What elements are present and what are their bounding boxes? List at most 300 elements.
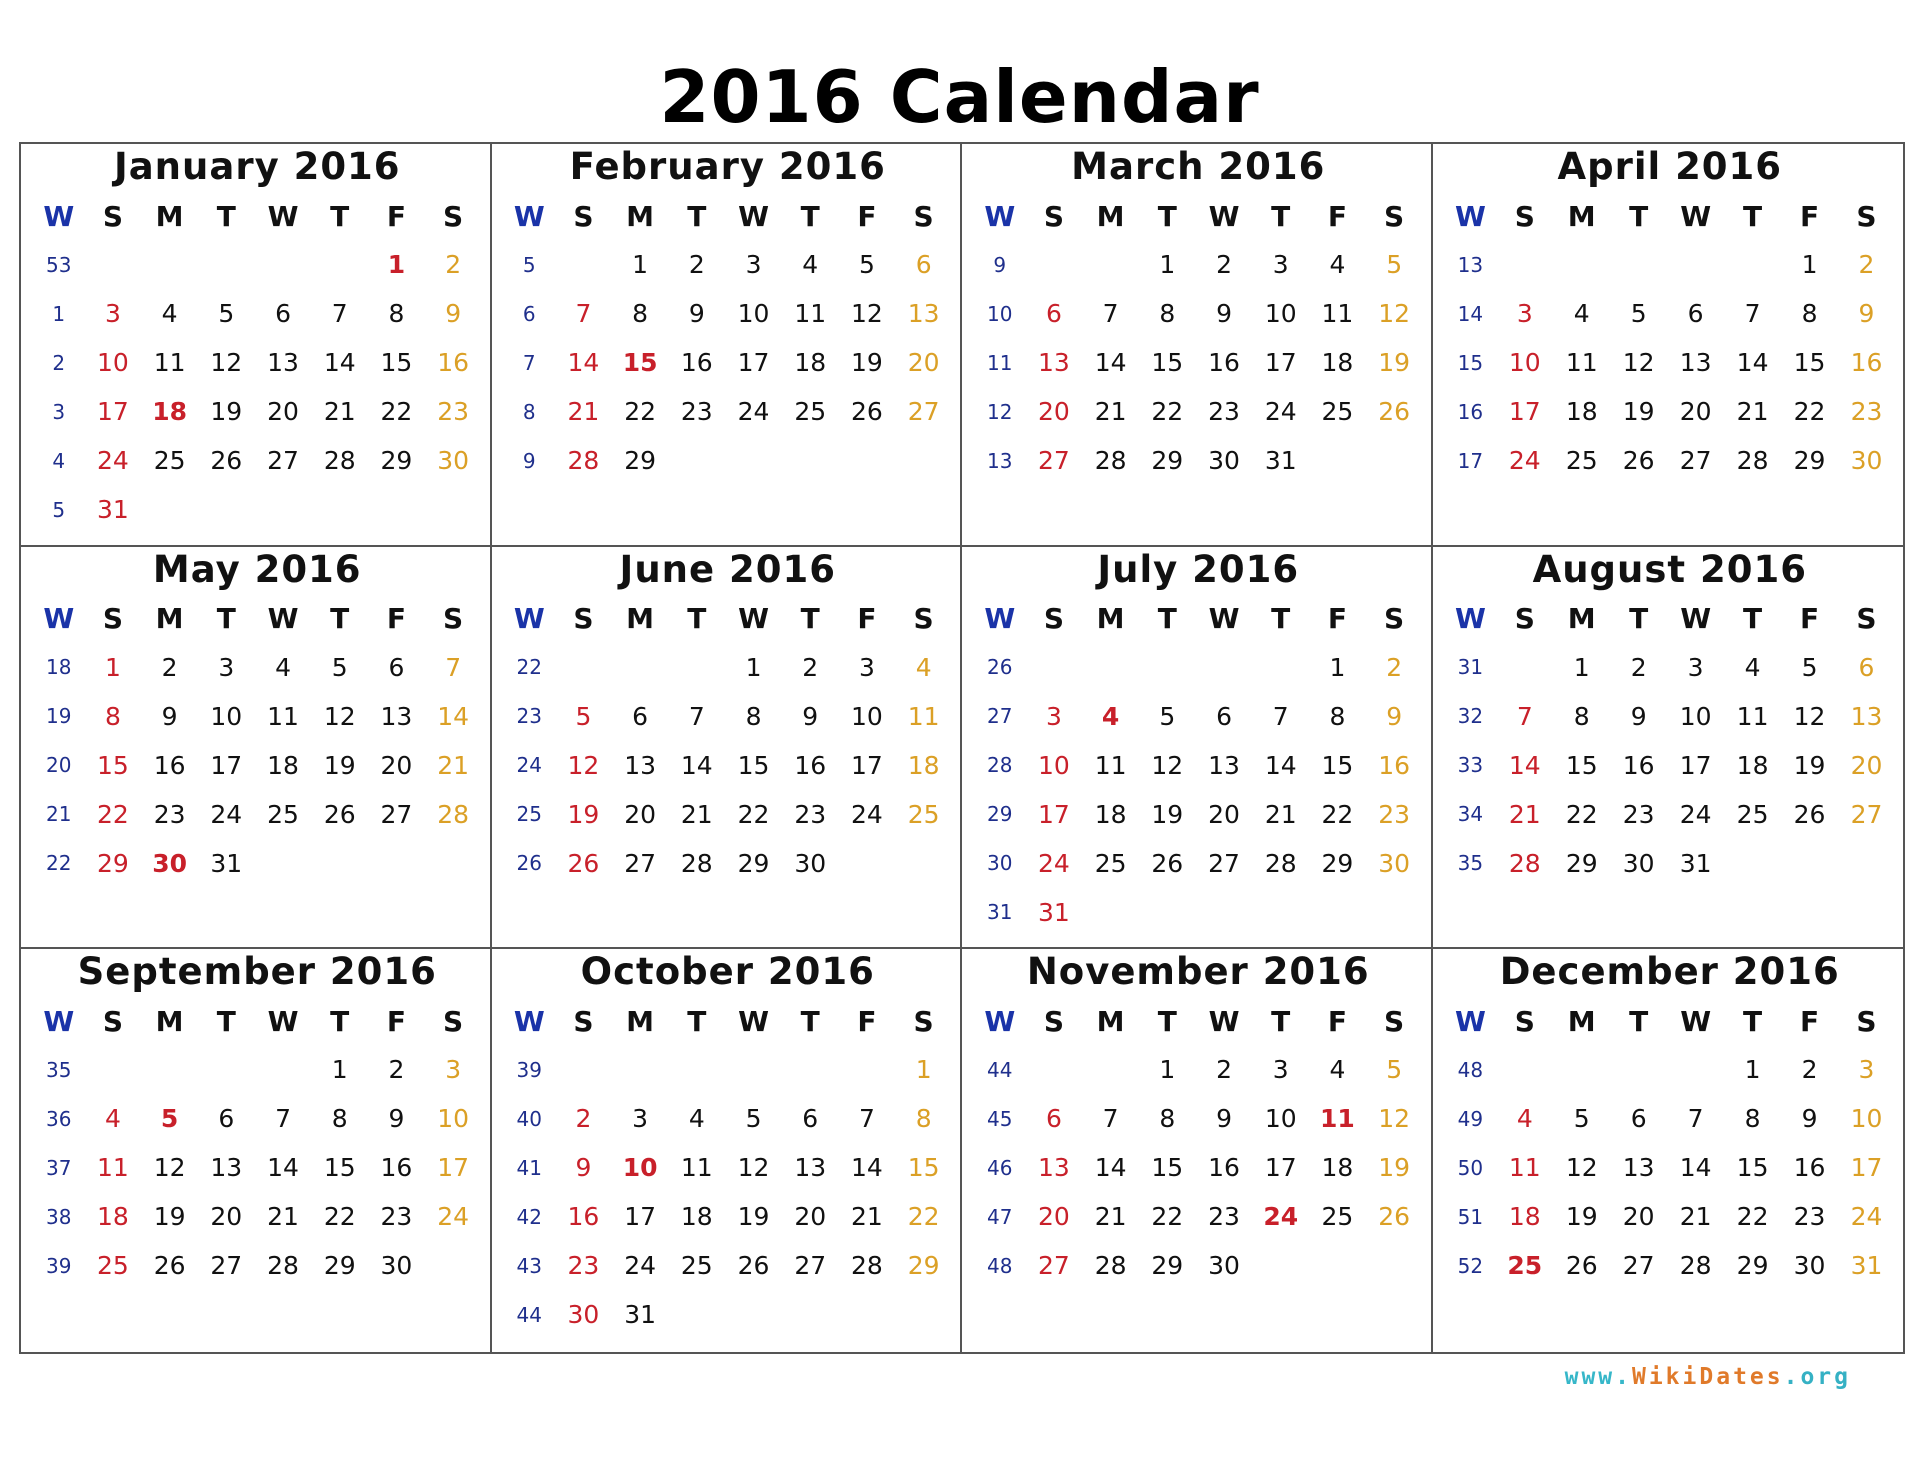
day-cell: 5 bbox=[1573, 1104, 1590, 1134]
day-cell: 23 bbox=[1378, 799, 1411, 829]
week-number: 49 bbox=[1457, 1106, 1484, 1131]
weekday-header: W bbox=[267, 602, 299, 636]
week-column-header: W bbox=[984, 602, 1016, 636]
day-cell: 16 bbox=[153, 750, 186, 780]
day-cell: 14 bbox=[267, 1153, 299, 1183]
day-cell: 21 bbox=[1508, 799, 1541, 829]
day-cell: 12 bbox=[737, 1153, 770, 1183]
week-number: 13 bbox=[1457, 252, 1484, 277]
day-cell: 20 bbox=[267, 397, 299, 426]
day-cell bbox=[1553, 240, 1610, 289]
day-cell: 3 bbox=[745, 250, 762, 279]
weekday-header: S bbox=[443, 199, 464, 233]
day-cell: 6 bbox=[388, 652, 405, 682]
day-cell: 4 bbox=[275, 652, 291, 682]
day-cell: 22 bbox=[323, 1202, 356, 1232]
day-cell: 13 bbox=[1850, 701, 1883, 731]
weekday-header: S bbox=[913, 602, 934, 636]
weekday-header: W bbox=[738, 602, 769, 636]
weekday-header: M bbox=[155, 1004, 184, 1038]
day-cell: 20 bbox=[794, 1202, 827, 1232]
day-cell bbox=[311, 485, 368, 534]
month-title: October 2016 bbox=[580, 950, 875, 994]
weekday-header: T bbox=[1629, 602, 1649, 636]
day-cell bbox=[368, 485, 425, 534]
day-cell: 13 bbox=[1038, 1153, 1070, 1183]
day-cell: 18 bbox=[907, 750, 940, 780]
day-cell: 23 bbox=[1208, 1202, 1240, 1232]
day-cell: 8 bbox=[388, 299, 405, 328]
day-cell: 30 bbox=[152, 848, 188, 878]
day-cell: 15 bbox=[1793, 348, 1826, 377]
day-cell: 1 bbox=[1801, 250, 1818, 279]
day-cell: 21 bbox=[323, 397, 356, 426]
weekday-header-row bbox=[974, 997, 1423, 1045]
week-row bbox=[33, 692, 482, 741]
day-cell: 14 bbox=[1094, 1153, 1127, 1183]
weekday-header: T bbox=[1271, 1004, 1291, 1038]
week-row bbox=[974, 436, 1423, 485]
day-cell: 13 bbox=[624, 750, 657, 780]
day-cell: 7 bbox=[688, 701, 705, 731]
day-cell bbox=[1309, 888, 1366, 937]
weekday-header-row bbox=[974, 192, 1423, 240]
week-number: 43 bbox=[516, 1253, 542, 1278]
weekday-header: S bbox=[443, 602, 464, 636]
weekday-header: F bbox=[386, 602, 406, 636]
day-cell bbox=[1082, 643, 1139, 692]
day-cell: 6 bbox=[632, 701, 649, 731]
day-cell: 9 bbox=[1216, 299, 1232, 328]
day-cell: 10 bbox=[1264, 1104, 1297, 1134]
week-number: 27 bbox=[987, 704, 1013, 729]
day-cell: 7 bbox=[1516, 701, 1533, 731]
day-cell: 2 bbox=[445, 250, 462, 279]
day-cell: 23 bbox=[153, 799, 186, 829]
day-cell: 1 bbox=[387, 250, 406, 279]
week-row bbox=[1445, 1143, 1896, 1192]
day-cell: 7 bbox=[575, 299, 592, 328]
day-cell: 3 bbox=[1272, 1055, 1289, 1085]
day-cell: 28 bbox=[1508, 848, 1541, 878]
day-cell: 21 bbox=[1264, 799, 1297, 829]
day-cell: 5 bbox=[858, 250, 875, 279]
weekday-header: M bbox=[626, 1004, 655, 1038]
day-cell bbox=[141, 485, 198, 534]
day-cell: 8 bbox=[331, 1104, 348, 1134]
day-cell: 27 bbox=[267, 446, 299, 475]
day-cell: 5 bbox=[331, 652, 348, 682]
day-cell: 27 bbox=[907, 397, 940, 426]
day-cell: 20 bbox=[1850, 750, 1883, 780]
week-number: 33 bbox=[1457, 753, 1484, 778]
day-cell: 30 bbox=[1850, 446, 1883, 475]
day-cell: 26 bbox=[210, 446, 243, 475]
day-cell: 18 bbox=[1508, 1202, 1541, 1232]
day-cell: 20 bbox=[1038, 1202, 1070, 1232]
day-cell: 15 bbox=[907, 1153, 940, 1183]
day-cell: 4 bbox=[161, 299, 178, 328]
day-cell: 13 bbox=[210, 1153, 243, 1183]
day-cell: 15 bbox=[97, 750, 129, 780]
day-cell: 19 bbox=[1622, 397, 1655, 426]
weekday-header: S bbox=[1043, 602, 1064, 636]
day-cell: 3 bbox=[632, 1104, 649, 1134]
day-cell: 9 bbox=[161, 701, 178, 731]
day-cell: 17 bbox=[1038, 799, 1070, 829]
week-number: 31 bbox=[987, 900, 1013, 925]
month-panel bbox=[962, 144, 1433, 547]
week-row bbox=[33, 741, 482, 790]
weekday-header-row bbox=[1445, 997, 1896, 1045]
weekday-header: T bbox=[1157, 602, 1177, 636]
day-cell: 16 bbox=[567, 1202, 600, 1232]
month-title: March 2016 bbox=[1071, 145, 1326, 188]
day-cell: 11 bbox=[1321, 299, 1354, 328]
day-cell: 29 bbox=[1151, 446, 1184, 475]
month-panel bbox=[962, 547, 1433, 950]
weekday-header-row bbox=[504, 192, 953, 240]
weekday-header: W bbox=[1680, 199, 1712, 233]
day-cell: 17 bbox=[1508, 397, 1541, 426]
day-cell: 10 bbox=[1038, 750, 1070, 780]
day-cell: 28 bbox=[267, 1251, 299, 1281]
day-cell: 15 bbox=[1151, 1153, 1184, 1183]
day-cell: 11 bbox=[1565, 348, 1598, 377]
week-row bbox=[1445, 741, 1896, 790]
day-cell: 22 bbox=[380, 397, 413, 426]
week-row bbox=[1445, 436, 1896, 485]
day-cell: 22 bbox=[907, 1202, 940, 1232]
day-cell: 19 bbox=[1378, 1153, 1411, 1183]
day-cell: 26 bbox=[153, 1251, 186, 1281]
weekday-header: S bbox=[573, 602, 594, 636]
month-title: November 2016 bbox=[1026, 950, 1370, 994]
day-cell: 12 bbox=[1622, 348, 1655, 377]
day-cell bbox=[1496, 1045, 1553, 1094]
day-cell: 23 bbox=[1622, 799, 1655, 829]
day-cell: 24 bbox=[1263, 1202, 1299, 1232]
day-cell: 12 bbox=[1378, 299, 1411, 328]
day-cell: 18 bbox=[97, 1202, 129, 1232]
day-cell: 19 bbox=[1378, 348, 1411, 377]
day-cell: 18 bbox=[794, 348, 827, 377]
day-cell bbox=[668, 436, 725, 485]
week-row bbox=[33, 1192, 482, 1241]
week-row bbox=[504, 790, 953, 839]
week-column-header: W bbox=[513, 602, 545, 636]
week-number: 22 bbox=[46, 851, 72, 876]
day-cell bbox=[782, 1045, 839, 1094]
weekday-header: T bbox=[216, 1004, 236, 1038]
day-cell: 29 bbox=[737, 848, 770, 878]
week-row bbox=[504, 1143, 953, 1192]
day-cell: 17 bbox=[737, 348, 770, 377]
month-title: May 2016 bbox=[152, 547, 362, 591]
day-cell: 22 bbox=[1321, 799, 1354, 829]
week-row bbox=[974, 1192, 1423, 1241]
week-row bbox=[504, 338, 953, 387]
day-cell bbox=[1781, 839, 1838, 888]
day-cell: 21 bbox=[267, 1202, 299, 1232]
day-cell: 29 bbox=[1565, 848, 1598, 878]
week-row bbox=[33, 1094, 482, 1143]
day-cell: 10 bbox=[1850, 1104, 1883, 1134]
week-row bbox=[974, 643, 1423, 692]
week-row bbox=[33, 387, 482, 436]
day-cell bbox=[368, 839, 425, 888]
day-cell: 11 bbox=[794, 299, 827, 328]
day-cell: 15 bbox=[323, 1153, 356, 1183]
day-cell: 28 bbox=[1094, 1251, 1127, 1281]
day-cell: 11 bbox=[1736, 701, 1769, 731]
day-cell: 19 bbox=[153, 1202, 186, 1232]
day-cell: 26 bbox=[1565, 1251, 1598, 1281]
week-column-header: W bbox=[1454, 199, 1486, 233]
week-number: 31 bbox=[1457, 655, 1484, 680]
day-cell: 24 bbox=[624, 1251, 657, 1281]
day-cell: 24 bbox=[97, 446, 129, 475]
day-cell: 3 bbox=[104, 299, 121, 328]
week-number: 4 bbox=[52, 448, 66, 473]
day-cell: 18 bbox=[267, 750, 299, 780]
day-cell: 9 bbox=[1216, 1104, 1232, 1134]
day-cell bbox=[1309, 436, 1366, 485]
weekday-header: T bbox=[800, 199, 820, 233]
day-cell: 22 bbox=[1151, 397, 1184, 426]
week-number: 7 bbox=[522, 350, 536, 375]
day-cell: 20 bbox=[1208, 799, 1240, 829]
month-title: August 2016 bbox=[1532, 547, 1807, 591]
day-cell: 3 bbox=[1858, 1055, 1875, 1085]
day-cell: 12 bbox=[153, 1153, 186, 1183]
day-cell: 24 bbox=[1038, 848, 1070, 878]
week-column-header: W bbox=[984, 1004, 1016, 1038]
week-row bbox=[1445, 1241, 1896, 1290]
day-cell: 5 bbox=[1386, 250, 1403, 279]
week-row bbox=[33, 1241, 482, 1290]
day-cell: 7 bbox=[331, 299, 348, 328]
day-cell bbox=[141, 240, 198, 289]
day-cell: 8 bbox=[915, 1104, 932, 1134]
week-number: 32 bbox=[1457, 704, 1484, 729]
day-cell: 7 bbox=[1687, 1104, 1704, 1134]
day-cell bbox=[668, 1045, 725, 1094]
day-cell bbox=[839, 839, 896, 888]
day-cell bbox=[1366, 888, 1423, 937]
weekday-header: S bbox=[913, 1004, 934, 1038]
week-number: 8 bbox=[522, 399, 536, 424]
day-cell: 9 bbox=[688, 299, 705, 328]
week-row bbox=[1445, 1192, 1896, 1241]
day-cell bbox=[255, 1045, 312, 1094]
day-cell bbox=[1553, 1045, 1610, 1094]
day-cell bbox=[555, 240, 612, 289]
day-cell: 16 bbox=[380, 1153, 413, 1183]
day-cell: 2 bbox=[688, 250, 705, 279]
week-row bbox=[974, 1241, 1423, 1290]
day-cell: 17 bbox=[210, 750, 243, 780]
day-cell: 11 bbox=[1508, 1153, 1541, 1183]
weekday-header: W bbox=[738, 1004, 769, 1038]
day-cell: 19 bbox=[323, 750, 356, 780]
day-cell: 30 bbox=[567, 1300, 600, 1330]
day-cell: 2 bbox=[1858, 250, 1875, 279]
day-cell: 28 bbox=[851, 1251, 883, 1281]
week-number: 26 bbox=[987, 655, 1013, 680]
week-row bbox=[1445, 387, 1896, 436]
day-cell: 14 bbox=[1264, 750, 1297, 780]
day-cell: 19 bbox=[567, 799, 600, 829]
weekday-header: T bbox=[1271, 602, 1291, 636]
day-cell: 8 bbox=[1744, 1104, 1761, 1134]
weekday-header: W bbox=[1208, 602, 1240, 636]
day-cell: 12 bbox=[1565, 1153, 1598, 1183]
weekday-header: F bbox=[386, 199, 406, 233]
day-cell bbox=[198, 1045, 255, 1094]
weekday-header: F bbox=[1799, 199, 1820, 233]
week-number: 14 bbox=[1457, 301, 1484, 326]
weekday-header: S bbox=[102, 602, 123, 636]
day-cell: 29 bbox=[1151, 1251, 1184, 1281]
weekday-header: S bbox=[573, 199, 594, 233]
weekday-header: M bbox=[626, 199, 655, 233]
week-row bbox=[974, 888, 1423, 937]
day-cell: 6 bbox=[1858, 652, 1875, 682]
weekday-header-row bbox=[504, 595, 953, 643]
day-cell: 9 bbox=[802, 701, 819, 731]
month-panel bbox=[962, 949, 1433, 1352]
day-cell: 12 bbox=[1378, 1104, 1411, 1134]
day-cell: 31 bbox=[1679, 848, 1712, 878]
week-column-header: W bbox=[43, 1004, 75, 1038]
day-cell: 6 bbox=[1216, 701, 1232, 731]
day-cell: 19 bbox=[851, 348, 883, 377]
weekday-header: T bbox=[216, 199, 236, 233]
weekday-header: W bbox=[1208, 1004, 1240, 1038]
week-row bbox=[504, 1192, 953, 1241]
footer-brand: WikiDates bbox=[1631, 1364, 1784, 1390]
day-cell bbox=[1026, 643, 1083, 692]
day-cell: 17 bbox=[1679, 750, 1712, 780]
week-row bbox=[504, 436, 953, 485]
day-cell: 4 bbox=[1744, 652, 1761, 682]
day-cell: 30 bbox=[1793, 1251, 1826, 1281]
day-cell: 15 bbox=[737, 750, 770, 780]
day-cell bbox=[85, 1045, 142, 1094]
day-cell: 31 bbox=[1850, 1251, 1883, 1281]
day-cell: 24 bbox=[210, 799, 243, 829]
day-cell: 13 bbox=[267, 348, 299, 377]
day-cell: 27 bbox=[1679, 446, 1712, 475]
weekday-header: F bbox=[386, 1004, 406, 1038]
month-panel bbox=[492, 949, 963, 1352]
day-cell: 25 bbox=[97, 1251, 129, 1281]
day-cell: 5 bbox=[1386, 1055, 1403, 1085]
day-cell: 9 bbox=[1858, 299, 1875, 328]
footer-url[interactable] bbox=[1565, 1364, 1851, 1390]
day-cell: 4 bbox=[1101, 701, 1120, 731]
day-cell bbox=[425, 1241, 482, 1290]
day-cell: 15 bbox=[1321, 750, 1354, 780]
day-cell: 5 bbox=[160, 1104, 179, 1134]
month-panel bbox=[492, 547, 963, 950]
page-title: 2016 Calendar bbox=[659, 55, 1260, 139]
day-cell: 12 bbox=[1793, 701, 1826, 731]
day-cell bbox=[311, 839, 368, 888]
week-row bbox=[1445, 338, 1896, 387]
weekday-header: W bbox=[267, 199, 299, 233]
week-number: 42 bbox=[516, 1204, 542, 1229]
day-cell bbox=[1610, 240, 1667, 289]
day-cell: 4 bbox=[1329, 1055, 1346, 1085]
week-column-header: W bbox=[513, 199, 545, 233]
week-number: 10 bbox=[987, 301, 1013, 326]
month-title: September 2016 bbox=[77, 950, 437, 994]
day-cell bbox=[198, 240, 255, 289]
week-number: 3 bbox=[52, 399, 66, 424]
day-cell: 29 bbox=[907, 1251, 940, 1281]
week-row bbox=[974, 790, 1423, 839]
week-number: 50 bbox=[1457, 1155, 1484, 1180]
day-cell: 31 bbox=[210, 848, 243, 878]
day-cell: 8 bbox=[1159, 1104, 1176, 1134]
day-cell: 6 bbox=[915, 250, 932, 279]
day-cell: 21 bbox=[567, 397, 600, 426]
day-cell: 23 bbox=[567, 1251, 600, 1281]
day-cell: 11 bbox=[907, 701, 940, 731]
weekday-header: T bbox=[1629, 199, 1649, 233]
day-cell: 18 bbox=[1321, 348, 1354, 377]
day-cell: 27 bbox=[1622, 1251, 1655, 1281]
week-number: 35 bbox=[46, 1057, 72, 1082]
weekday-header: W bbox=[1680, 602, 1712, 636]
week-row bbox=[504, 741, 953, 790]
day-cell: 6 bbox=[218, 1104, 235, 1134]
week-row bbox=[33, 289, 482, 338]
week-number: 17 bbox=[1457, 448, 1484, 473]
day-cell: 10 bbox=[1679, 701, 1712, 731]
week-number: 48 bbox=[987, 1253, 1013, 1278]
day-cell: 10 bbox=[1264, 299, 1297, 328]
day-cell: 26 bbox=[737, 1251, 770, 1281]
week-number: 36 bbox=[46, 1106, 72, 1131]
day-cell: 7 bbox=[445, 652, 462, 682]
day-cell: 16 bbox=[680, 348, 713, 377]
day-cell bbox=[1196, 643, 1253, 692]
day-cell: 25 bbox=[1321, 397, 1354, 426]
week-number: 22 bbox=[516, 655, 542, 680]
day-cell: 19 bbox=[1151, 799, 1184, 829]
day-cell bbox=[1667, 1045, 1724, 1094]
day-cell: 29 bbox=[323, 1251, 356, 1281]
day-cell: 17 bbox=[851, 750, 883, 780]
day-cell: 5 bbox=[1630, 299, 1647, 328]
day-cell bbox=[555, 643, 612, 692]
month-table bbox=[1445, 192, 1896, 485]
week-number: 25 bbox=[516, 802, 542, 827]
day-cell: 1 bbox=[104, 652, 121, 682]
day-cell bbox=[612, 643, 669, 692]
week-number: 38 bbox=[46, 1204, 72, 1229]
day-cell: 10 bbox=[1508, 348, 1541, 377]
day-cell: 5 bbox=[575, 701, 592, 731]
day-cell: 9 bbox=[388, 1104, 405, 1134]
week-column-header: W bbox=[1454, 1004, 1486, 1038]
day-cell: 24 bbox=[437, 1202, 470, 1232]
weekday-header: S bbox=[102, 199, 123, 233]
day-cell: 18 bbox=[1321, 1153, 1354, 1183]
